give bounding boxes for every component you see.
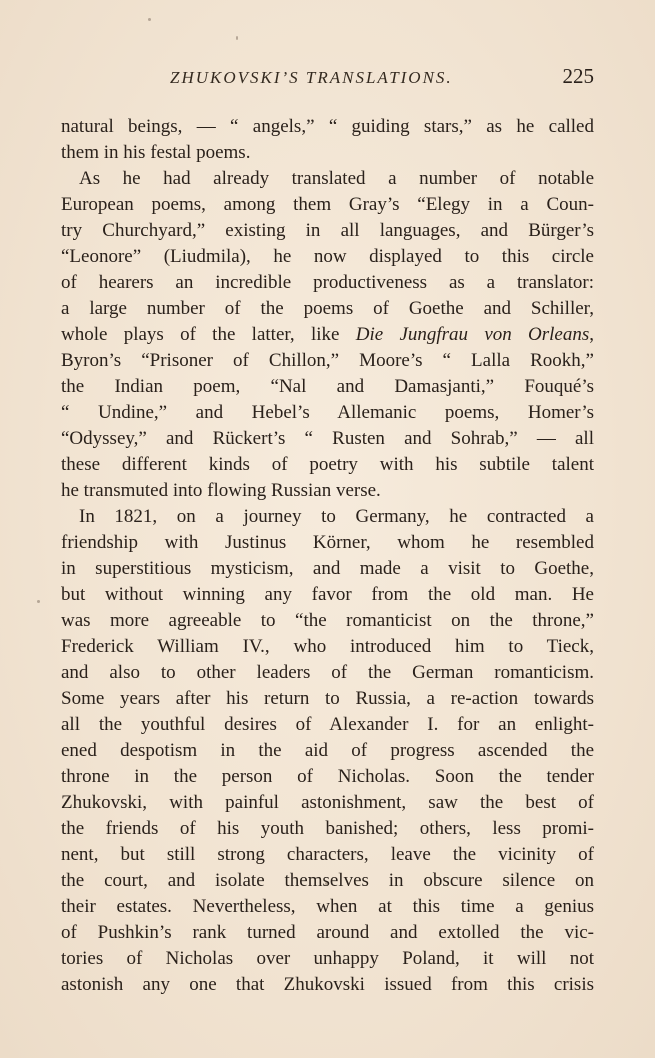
- italic-title: Die Jungfrau von Orleans: [355, 324, 590, 345]
- text-segment: Some years after his return to Russia, a re-action towards: [61, 688, 594, 709]
- text-segment: ,: [589, 324, 594, 345]
- page-header: [62, 64, 594, 92]
- text-segment: the friends of his youth banished; others, less promi-: [61, 818, 594, 839]
- text-line: [61, 946, 594, 972]
- text-line: [61, 504, 594, 530]
- text-segment: of hearers an incredible productiveness as a translator:: [61, 272, 594, 293]
- text-segment: natural beings, — “ angels,” “ guiding stars,” as he called: [61, 116, 594, 137]
- text-segment: European poems, among them Gray’s “Elegy in a Coun-: [61, 194, 594, 215]
- text-line: [61, 374, 594, 400]
- text-line: [61, 634, 594, 660]
- text-line: [61, 686, 594, 712]
- text-line: [61, 764, 594, 790]
- text-line: [61, 556, 594, 582]
- text-line: [61, 322, 594, 348]
- text-line: [61, 608, 594, 634]
- text-line: [61, 218, 594, 244]
- text-segment: friendship with Justinus Körner, whom he resembled: [61, 532, 594, 553]
- text-line: [61, 400, 594, 426]
- text-line: [61, 712, 594, 738]
- paper-speck: [148, 18, 151, 21]
- text-segment: these different kinds of poetry with his subtile talent: [61, 454, 594, 475]
- page-number: 225: [562, 64, 594, 88]
- text-line: [61, 140, 594, 166]
- text-segment: was more agreeable to “the romanticist on the throne,”: [61, 610, 594, 631]
- text-segment: tories of Nicholas over unhappy Poland, it will not: [61, 948, 594, 969]
- text-line: [61, 114, 594, 140]
- text-segment: “Odyssey,” and Rückert’s “ Rusten and Sohrab,” — all: [61, 428, 594, 449]
- text-segment: Byron’s “Prisoner of Chillon,” Moore’s “ Lalla Rookh,”: [61, 350, 594, 371]
- text-line: [61, 842, 594, 868]
- text-line: [61, 868, 594, 894]
- text-line: [61, 192, 594, 218]
- text-segment: astonish any one that Zhukovski issued from this crisis: [61, 974, 594, 995]
- text-line: [61, 894, 594, 920]
- text-line: [61, 582, 594, 608]
- text-line: [61, 790, 594, 816]
- text-line: [61, 478, 594, 504]
- text-segment: he transmuted into flowing Russian verse.: [61, 480, 381, 501]
- text-segment: the Indian poem, “Nal and Damasjanti,” Fouqué’s: [61, 376, 594, 397]
- text-segment: In 1821, on a journey to Germany, he contracted a: [79, 506, 594, 527]
- text-line: [61, 972, 594, 998]
- text-segment: in superstitious mysticism, and made a visit to Goethe,: [61, 558, 594, 579]
- text-segment: whole plays of the latter, like: [61, 324, 356, 345]
- text-segment: Zhukovski, with painful astonishment, saw the best of: [61, 792, 594, 813]
- text-line: [61, 244, 594, 270]
- text-segment: Frederick William IV., who introduced him to Tieck,: [61, 636, 594, 657]
- text-segment: “ Undine,” and Hebel’s Allemanic poems, Homer’s: [61, 402, 594, 423]
- text-line: [61, 166, 594, 192]
- text-line: [61, 530, 594, 556]
- text-segment: and also to other leaders of the German romanticism.: [61, 662, 594, 683]
- text-segment: “Leonore” (Liudmila), he now displayed to this circle: [61, 246, 594, 267]
- text-segment: nent, but still strong characters, leave the vicinity of: [61, 844, 594, 865]
- running-title: ZHUKOVSKI’S TRANSLATIONS.: [170, 68, 453, 87]
- text-line: [61, 296, 594, 322]
- text-line: [61, 270, 594, 296]
- body-text: [61, 114, 594, 998]
- text-segment: try Churchyard,” existing in all languages, and Bürger’s: [61, 220, 594, 241]
- text-segment: them in his festal poems.: [61, 142, 251, 163]
- text-segment: the court, and isolate themselves in obscure silence on: [61, 870, 594, 891]
- text-segment: a large number of the poems of Goethe and Schiller,: [61, 298, 594, 319]
- text-line: [61, 920, 594, 946]
- text-segment: of Pushkin’s rank turned around and extolled the vic-: [61, 922, 594, 943]
- text-line: [61, 816, 594, 842]
- text-line: [61, 348, 594, 374]
- text-line: [61, 452, 594, 478]
- paper-speck: [236, 36, 238, 40]
- paper-speck: [37, 600, 40, 603]
- text-segment: As he had already translated a number of notable: [79, 168, 594, 189]
- text-line: [61, 426, 594, 452]
- text-line: [61, 738, 594, 764]
- text-segment: their estates. Nevertheless, when at this time a genius: [61, 896, 594, 917]
- text-segment: all the youthful desires of Alexander I. for an enlight-: [61, 714, 594, 735]
- text-segment: ened despotism in the aid of progress ascended the: [61, 740, 594, 761]
- text-segment: but without winning any favor from the old man. He: [61, 584, 594, 605]
- text-line: [61, 660, 594, 686]
- text-segment: throne in the person of Nicholas. Soon the tender: [61, 766, 594, 787]
